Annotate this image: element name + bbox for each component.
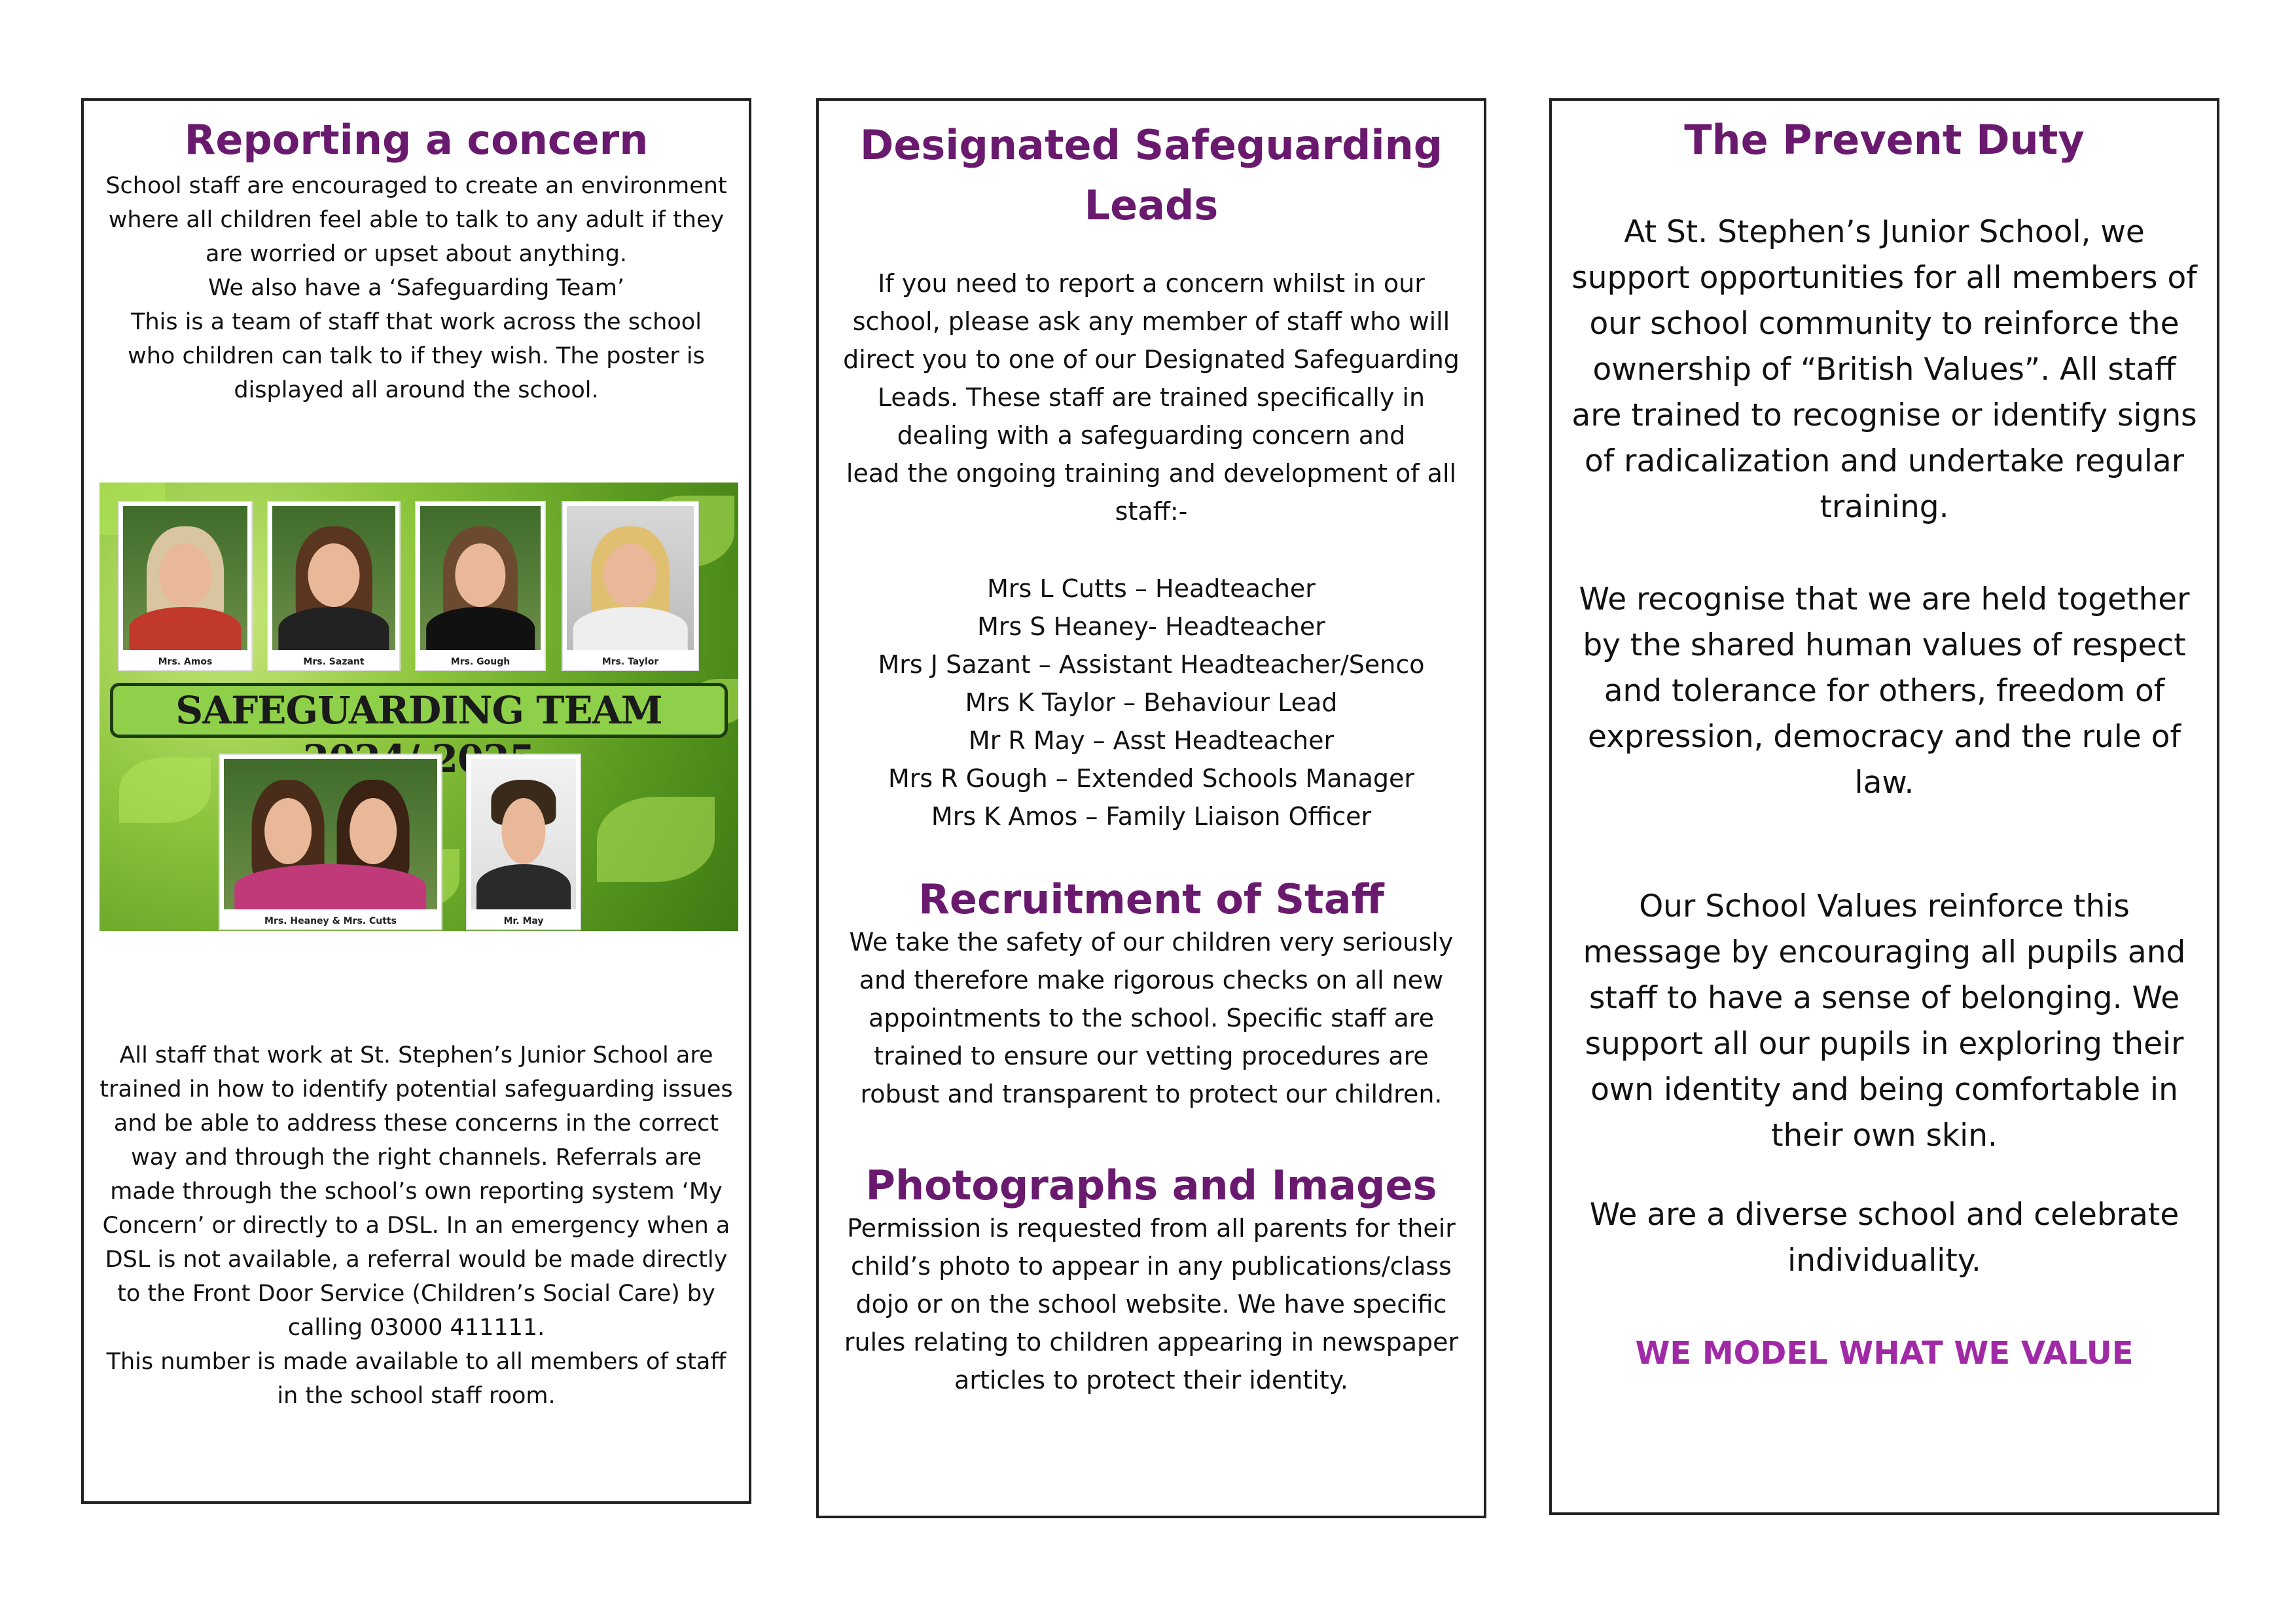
leads-intro bbox=[832, 264, 1471, 530]
photo-caption: Mrs. Amos bbox=[158, 657, 213, 667]
prevent-duty-panel bbox=[1549, 98, 2219, 1515]
lead-item: Mr R May – Asst Headteacher bbox=[968, 726, 1335, 755]
staff-photo bbox=[466, 754, 581, 930]
staff-photo bbox=[562, 501, 699, 671]
prevent-heading: The Prevent Duty bbox=[1684, 116, 2085, 164]
para-line: staff to have a sense of belonging. We bbox=[1588, 980, 2180, 1016]
para-line: ownership of “British Values”. All staff bbox=[1592, 352, 2176, 388]
intro-line: are worried or upset about anything. bbox=[205, 241, 628, 267]
body-line: Concern’ or directly to a DSL. In an emergency when a bbox=[102, 1213, 730, 1239]
body-line: to the Front Door Service (Children’s Social Care) by bbox=[117, 1281, 715, 1307]
para-line: and tolerance for others, freedom of bbox=[1604, 673, 2165, 709]
intro-line: who children can talk to if they wish. The poster is bbox=[128, 343, 705, 369]
para-line: training. bbox=[1820, 489, 1949, 525]
body-line: and be able to address these concerns in the correct bbox=[113, 1110, 719, 1137]
body-line: in the school staff room. bbox=[277, 1383, 556, 1409]
para-line: individuality. bbox=[1787, 1243, 1981, 1279]
body-line: This number is made available to all members of staff bbox=[106, 1349, 726, 1375]
para-line: Our School Values reinforce this bbox=[1639, 888, 2130, 924]
safeguarding-team-poster bbox=[99, 483, 738, 931]
leads-heading bbox=[819, 115, 1484, 236]
recruitment-line: We take the safety of our children very seriously bbox=[849, 928, 1454, 957]
para-line: support opportunities for all members of bbox=[1571, 260, 2197, 296]
recruitment-line: robust and transparent to protect our children. bbox=[860, 1080, 1443, 1108]
prevent-para-4 bbox=[1565, 1192, 2204, 1284]
staff-photo bbox=[118, 501, 253, 671]
para-line: support all our pupils in exploring their bbox=[1585, 1026, 2184, 1062]
lead-item: Mrs K Taylor – Behaviour Lead bbox=[965, 688, 1338, 717]
photographs-text bbox=[832, 1209, 1471, 1399]
photographs-line: rules relating to children appearing in newspaper bbox=[844, 1328, 1459, 1357]
intro-line: displayed all around the school. bbox=[234, 377, 599, 403]
photographs-heading: Photographs and Images bbox=[865, 1161, 1437, 1209]
recruitment-heading: Recruitment of Staff bbox=[918, 875, 1384, 923]
body-line: way and through the right channels. Referrals are bbox=[131, 1144, 702, 1171]
photo-caption: Mrs. Heaney & Mrs. Cutts bbox=[264, 916, 397, 926]
school-motto: WE MODEL WHAT WE VALUE bbox=[1635, 1335, 2134, 1372]
para-line: expression, democracy and the rule of bbox=[1587, 719, 2181, 755]
body-line: made through the school’s own reporting system ‘My bbox=[110, 1178, 723, 1205]
para-line: are trained to recognise or identify signs bbox=[1571, 397, 2197, 433]
intro-line: School staff are encouraged to create an environment bbox=[105, 173, 727, 199]
recruitment-line: appointments to the school. Specific staff are bbox=[869, 1004, 1434, 1032]
prevent-para-2 bbox=[1565, 577, 2204, 806]
para-line: of radicalization and undertake regular bbox=[1584, 443, 2185, 479]
intro-line: lead the ongoing training and development of all bbox=[846, 459, 1457, 488]
para-line: We are a diverse school and celebrate bbox=[1589, 1197, 2179, 1233]
intro-line: where all children feel able to talk to any adult if they bbox=[108, 207, 725, 233]
intro-line: We also have a ‘Safeguarding Team’ bbox=[207, 275, 625, 301]
lead-item: Mrs S Heaney- Headteacher bbox=[977, 612, 1325, 641]
para-line: their own skin. bbox=[1771, 1118, 1998, 1154]
staff-photo bbox=[415, 501, 546, 671]
reporting-panel bbox=[81, 98, 751, 1504]
prevent-para-3 bbox=[1565, 884, 2204, 1159]
para-line: We recognise that we are held together bbox=[1579, 581, 2190, 617]
leads-heading-line: Designated Safeguarding bbox=[859, 121, 1443, 169]
reporting-intro bbox=[97, 169, 736, 407]
lead-item: Mrs K Amos – Family Liaison Officer bbox=[931, 802, 1372, 831]
photographs-line: child’s photo to appear in any publications/class bbox=[851, 1252, 1452, 1281]
recruitment-line: trained to ensure our vetting procedures are bbox=[874, 1042, 1429, 1070]
intro-line: Leads. These staff are trained specifically in bbox=[877, 383, 1426, 412]
photo-caption: Mrs. Taylor bbox=[601, 657, 659, 667]
intro-line: dealing with a safeguarding concern and bbox=[897, 421, 1406, 450]
para-line: by the shared human values of respect bbox=[1583, 627, 2186, 663]
reporting-heading: Reporting a concern bbox=[184, 116, 649, 164]
reporting-body bbox=[97, 1038, 736, 1413]
staff-photo bbox=[219, 754, 442, 930]
body-line: trained in how to identify potential safeguarding issues bbox=[99, 1076, 733, 1103]
lead-item: Mrs J Sazant – Assistant Headteacher/Senco bbox=[878, 650, 1425, 679]
intro-line: This is a team of staff that work across the school bbox=[131, 309, 702, 335]
intro-line: school, please ask any member of staff who will bbox=[852, 307, 1450, 336]
body-line: All staff that work at St. Stephen’s Junior School are bbox=[119, 1042, 713, 1068]
prevent-para-1 bbox=[1565, 210, 2204, 530]
photographs-line: Permission is requested from all parents for their bbox=[847, 1214, 1456, 1243]
staff-photo bbox=[267, 501, 401, 671]
recruitment-text bbox=[832, 923, 1471, 1113]
photo-caption: Mr. May bbox=[503, 916, 544, 926]
leads-list bbox=[832, 570, 1471, 835]
photo-caption: Mrs. Sazant bbox=[303, 657, 365, 667]
para-line: our school community to reinforce the bbox=[1589, 306, 2179, 342]
para-line: message by encouraging all pupils and bbox=[1583, 934, 2186, 970]
intro-line: staff:- bbox=[1115, 497, 1188, 526]
para-line: At St. Stephen’s Junior School, we bbox=[1624, 214, 2145, 250]
photographs-line: dojo or on the school website. We have specific bbox=[855, 1290, 1447, 1319]
photo-caption: Mrs. Gough bbox=[450, 657, 511, 667]
safeguarding-leads-panel bbox=[816, 98, 1486, 1518]
leads-heading-line: Leads bbox=[1084, 181, 1219, 229]
lead-item: Mrs L Cutts – Headteacher bbox=[987, 574, 1316, 603]
lead-item: Mrs R Gough – Extended Schools Manager bbox=[888, 764, 1415, 793]
poster-banner: SAFEGUARDING TEAM bbox=[110, 683, 728, 738]
para-line: own identity and being comfortable in bbox=[1590, 1072, 2178, 1108]
photographs-line: articles to protect their identity. bbox=[954, 1366, 1348, 1395]
body-line: calling 03000 411111. bbox=[287, 1315, 545, 1341]
recruitment-line: and therefore make rigorous checks on all new bbox=[859, 966, 1444, 994]
body-line: DSL is not available, a referral would be made directly bbox=[105, 1247, 728, 1273]
para-line: law. bbox=[1854, 765, 1914, 801]
intro-line: If you need to report a concern whilst in our bbox=[878, 269, 1425, 298]
intro-line: direct you to one of our Designated Safeguarding bbox=[843, 345, 1460, 374]
